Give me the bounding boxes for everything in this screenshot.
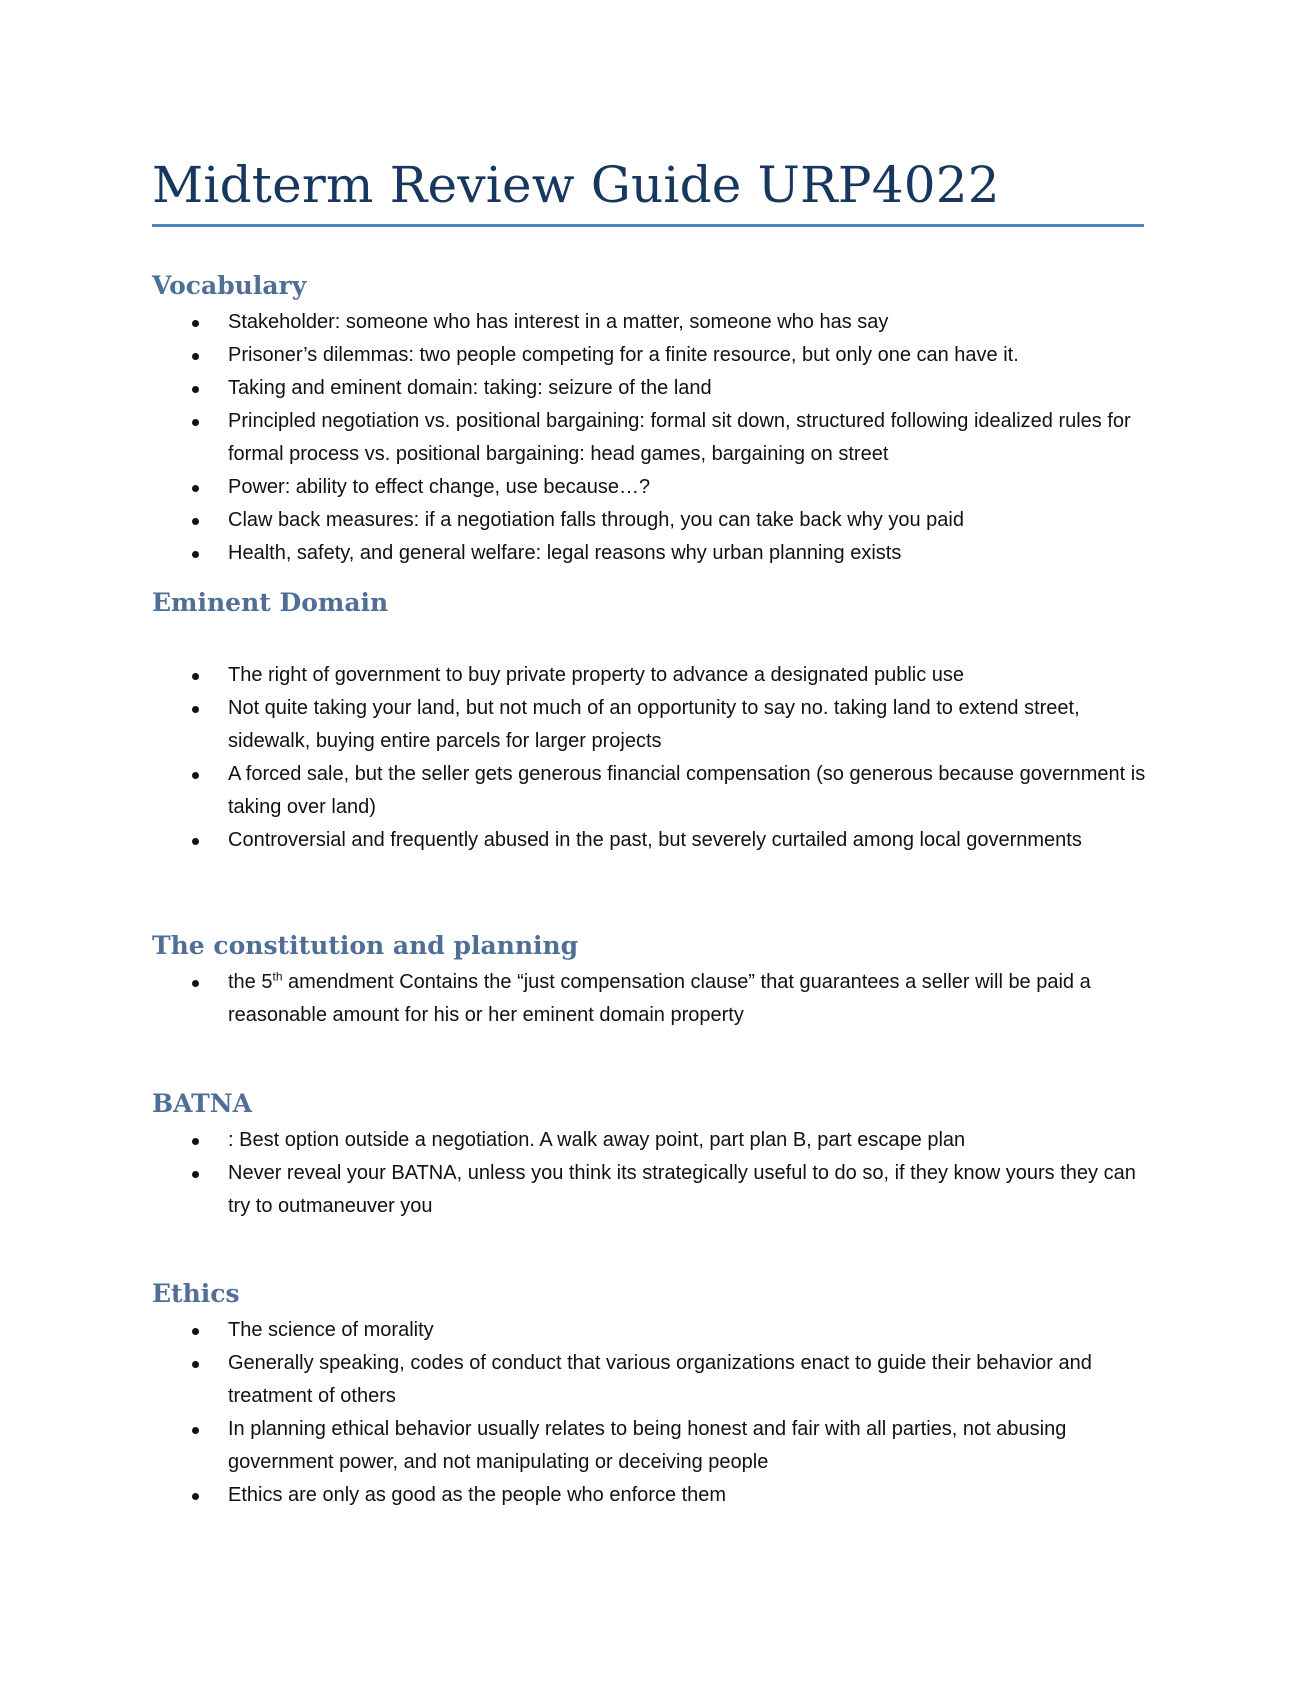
batna-list (152, 1124, 1152, 1223)
list-item (152, 306, 1152, 339)
list-item-text: A forced sale, but the seller gets generous financial compensation (so generous because government is taking over land) (228, 763, 1146, 818)
list-item-text: Principled negotiation vs. positional bargaining: formal sit down, structured following idealized rules for formal process vs. positional bargaining: head games, bargaining on street (228, 410, 1131, 465)
constitution-list (152, 966, 1152, 1032)
title-underline (152, 224, 1144, 227)
list-item (152, 405, 1152, 471)
bullet-icon (192, 1427, 199, 1434)
list-item (152, 1157, 1152, 1223)
list-item-text: The science of morality (228, 1319, 434, 1341)
list-item (152, 1124, 1152, 1157)
section-heading-batna: BATNA (152, 1089, 253, 1118)
list-item-text: Never reveal your BATNA, unless you think its strategically useful to do so, if they know yours they can try to outmaneuver you (228, 1162, 1136, 1217)
section-heading-ethics: Ethics (152, 1279, 240, 1308)
bullet-icon (192, 673, 199, 680)
list-item-text: Stakeholder: someone who has interest in a matter, someone who has say (228, 311, 889, 333)
list-item-text: Not quite taking your land, but not much of an opportunity to say no. taking land to extend street, sidewalk, buying entire parcels for larger projects (228, 697, 1080, 752)
list-item-text: Prisoner’s dilemmas: two people competing for a finite resource, but only one can have it. (228, 344, 1019, 366)
list-item (152, 966, 1152, 1032)
list-item-text: : Best option outside a negotiation. A walk away point, part plan B, part escape plan (228, 1129, 966, 1151)
list-item (152, 339, 1152, 372)
bullet-icon (192, 1328, 199, 1335)
vocabulary-list (152, 306, 1152, 570)
list-item (152, 824, 1152, 857)
list-item-text-prefix: the 5 (228, 971, 273, 993)
bullet-icon (192, 320, 199, 327)
list-item-text: Generally speaking, codes of conduct that various organizations enact to guide their behavior and treatment of others (228, 1352, 1092, 1407)
list-item (152, 504, 1152, 537)
list-item (152, 758, 1152, 824)
list-item-text: Power: ability to effect change, use because…? (228, 476, 651, 498)
list-item-text: In planning ethical behavior usually relates to being honest and fair with all parties, not abusing government power, and not manipulating or deceiving people (228, 1418, 1067, 1473)
list-item (152, 471, 1152, 504)
bullet-icon (192, 1171, 199, 1178)
bullet-icon (192, 1493, 199, 1500)
eminent-domain-list (152, 659, 1152, 857)
list-item (152, 1314, 1152, 1347)
bullet-icon (192, 980, 199, 987)
bullet-icon (192, 485, 199, 492)
bullet-icon (192, 838, 199, 845)
ordinal-superscript: th (272, 969, 283, 984)
bullet-icon (192, 772, 199, 779)
list-item (152, 659, 1152, 692)
bullet-icon (192, 386, 199, 393)
list-item (152, 1413, 1152, 1479)
section-heading-eminent-domain: Eminent Domain (152, 588, 389, 617)
list-item (152, 1479, 1152, 1512)
list-item (152, 1347, 1152, 1413)
bullet-icon (192, 518, 199, 525)
ethics-list (152, 1314, 1152, 1512)
bullet-icon (192, 551, 199, 558)
bullet-icon (192, 419, 199, 426)
list-item-text-rest: amendment Contains the “just compensation clause” that guarantees a seller will be paid a reasonable amount for his or her eminent domain property (228, 971, 1091, 1026)
list-item-text: Controversial and frequently abused in the past, but severely curtailed among local governments (228, 829, 1082, 851)
list-item (152, 692, 1152, 758)
bullet-icon (192, 706, 199, 713)
bullet-icon (192, 1361, 199, 1368)
list-item-text: Health, safety, and general welfare: legal reasons why urban planning exists (228, 542, 902, 564)
list-item (152, 372, 1152, 405)
list-item-text: The right of government to buy private property to advance a designated public use (228, 664, 965, 686)
list-item-text: Taking and eminent domain: taking: seizure of the land (228, 377, 712, 399)
section-heading-vocabulary: Vocabulary (152, 271, 307, 300)
bullet-icon (192, 353, 199, 360)
page-title: Midterm Review Guide URP4022 (152, 156, 1000, 214)
list-item-text: Claw back measures: if a negotiation falls through, you can take back why you paid (228, 509, 964, 531)
list-item (152, 537, 1152, 570)
section-heading-constitution: The constitution and planning (152, 931, 579, 960)
bullet-icon (192, 1138, 199, 1145)
list-item-text: Ethics are only as good as the people who enforce them (228, 1484, 727, 1506)
